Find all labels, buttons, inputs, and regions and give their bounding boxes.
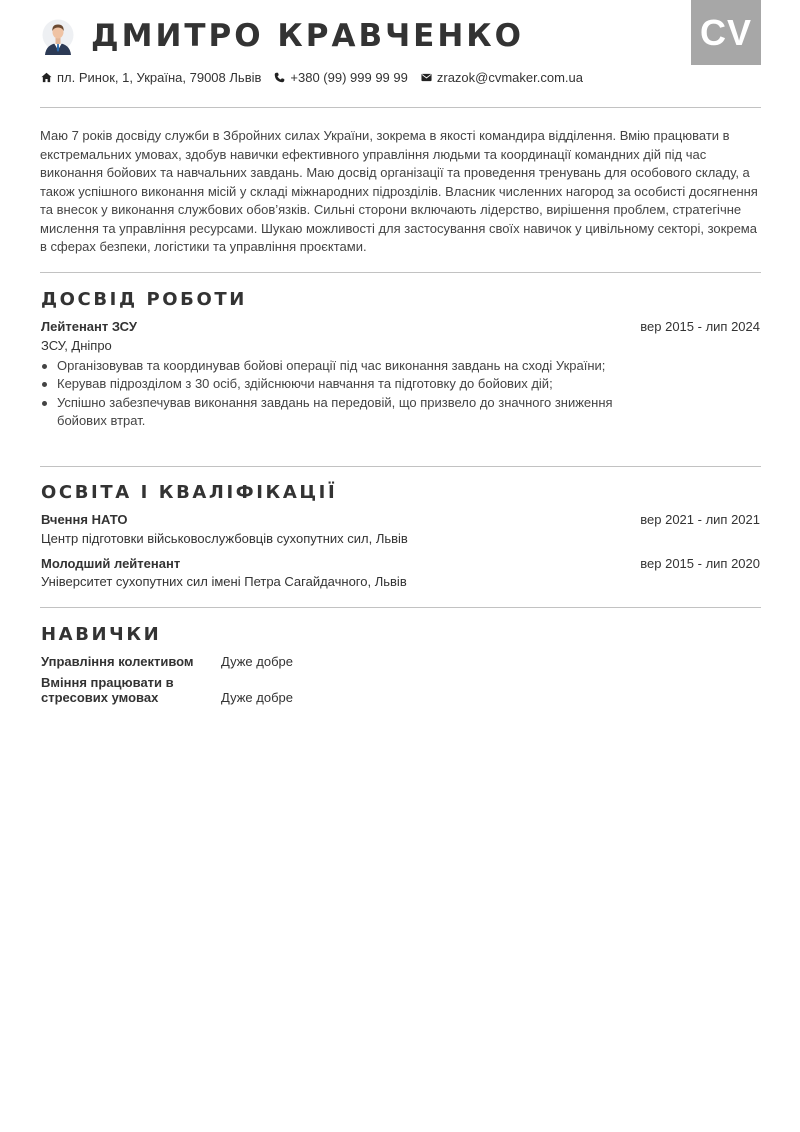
avatar [42,19,74,55]
job-dates: вер 2015 - лип 2024 [640,319,760,334]
section-title-skills: НАВИЧКИ [41,624,162,645]
list-item [41,357,641,375]
job-bullets [41,357,641,430]
list-item [41,394,641,431]
section-title-education: ОСВІТА І КВАЛІФІКАЦІЇ [41,482,338,503]
list-item [41,375,641,393]
bullet-icon [42,364,47,369]
skill-name: Вміння працювати в стресових умовах [41,675,174,705]
phone-text: +380 (99) 999 99 99 [290,69,408,85]
email-text: zrazok@cvmaker.com.ua [436,69,583,85]
job-title: Лейтенант ЗСУ [41,319,137,334]
bullet-icon [42,382,47,387]
summary-text: Маю 7 років досвіду служби в Збройних силах України, зокрема в якості командира відділення. Вмію працювати в екстремальних умовах, здобув навички ефективного управління людьми та координації командних дій під час виконання бойових та навчальних завдань. Маю досвід організації та проведення тренувань для особового складу, а також успішного виконання місій у складі міжнародних підрозділів. Власник численних нагород за особисті досягнення та внесок у виконання службових обов’язків. Сильні сторони включають лідерство, вирішення проблем, стратегічне мислення та управління ресурсами. Шукаю можливості для застосування своїх навичок у цивільному секторі, зокрема в сферах безпеки, логістики та управління проєктами. [40,128,758,254]
education-degree: Молодший лейтенант [41,556,181,571]
divider [40,272,761,273]
cv-badge: CV [691,0,761,65]
contact-email [421,70,583,85]
contact-line [41,68,596,86]
education-dates: вер 2021 - лип 2021 [640,512,760,527]
divider [40,466,761,467]
contact-phone [274,70,407,85]
address-text: пл. Ринок, 1, Україна, 79008 Львів [57,69,262,85]
home-icon [41,72,52,83]
bullet-text: Організовував та координував бойові операції під час виконання завдань на сході України; [57,358,606,373]
job-organization: ЗСУ, Дніпро [41,338,112,353]
bullet-icon [42,401,47,406]
section-title-experience: ДОСВІД РОБОТИ [41,289,247,310]
education-degree: Вчення НАТО [41,512,128,527]
skill-level: Дуже добре [221,654,293,669]
education-school: Центр підготовки військовослужбовців сухопутних сил, Львів [41,531,408,546]
skill-level: Дуже добре [221,690,293,705]
bullet-text: Керував підрозділом з 30 осіб, здійснюючи навчання та підготовку до бойових дій; [57,376,553,392]
skill-name: Управління колективом [41,654,194,669]
education-school: Університет сухопутних сил імені Петра Сагайдачного, Львів [41,574,407,589]
education-dates: вер 2015 - лип 2020 [640,556,760,571]
contact-address [41,70,261,85]
candidate-name: ДМИТРО КРАВЧЕНКО [91,18,524,54]
divider [40,607,761,608]
email-icon [421,72,432,83]
phone-icon [274,72,285,83]
bullet-text: Успішно забезпечував виконання завдань на передовій, що призвело до значного зниження бойових втрат. [57,394,613,428]
divider [40,107,761,108]
